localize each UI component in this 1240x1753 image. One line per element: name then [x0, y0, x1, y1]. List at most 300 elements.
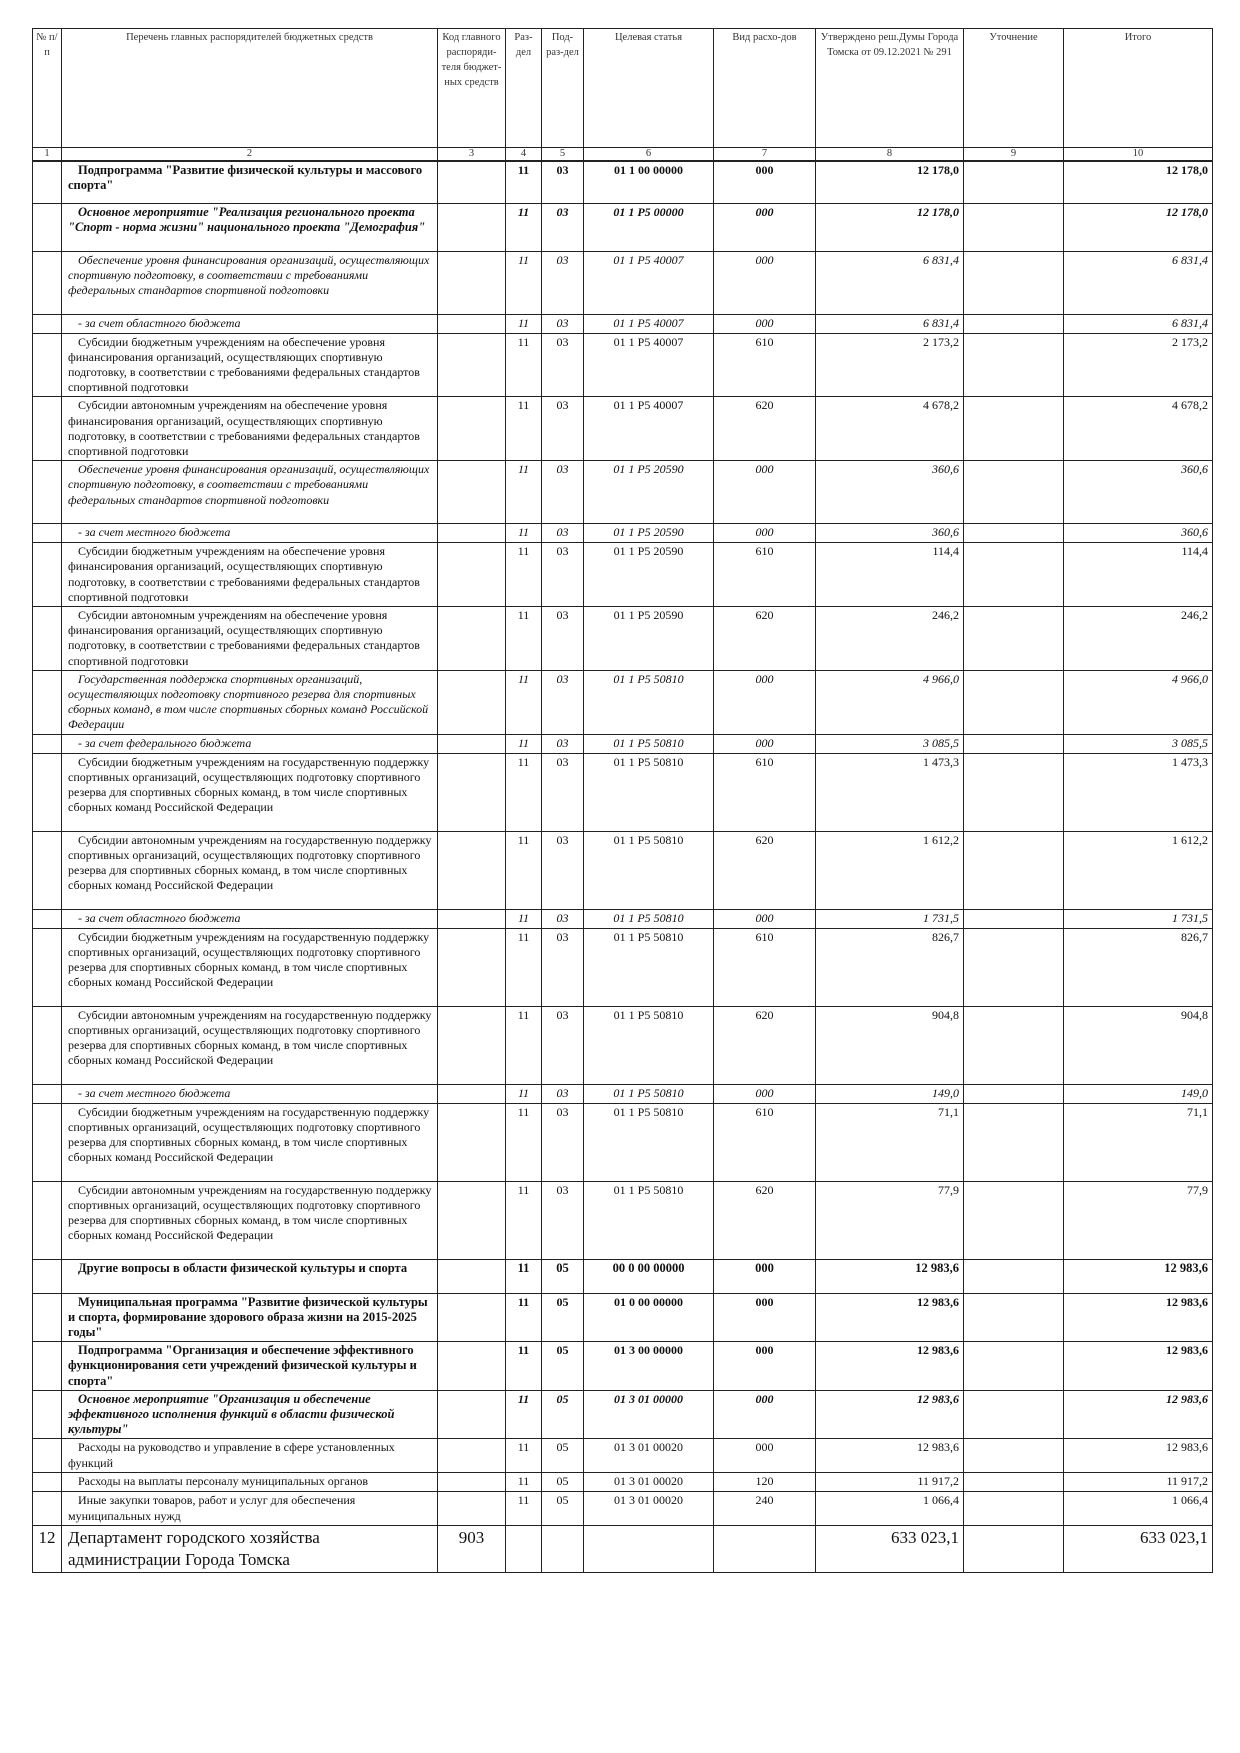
row-approved: 4 966,0 [816, 670, 964, 734]
row-total: 12 983,6 [1064, 1439, 1213, 1473]
row-razdel: 11 [506, 734, 542, 753]
code-cell [438, 397, 506, 461]
row-approved: 904,8 [816, 1006, 964, 1084]
clarification-cell [964, 1492, 1064, 1526]
table-row [33, 1492, 1213, 1526]
dept-number: 12 [33, 1526, 62, 1573]
row-podrazdel: 03 [542, 461, 584, 524]
row-vid: 000 [714, 524, 816, 543]
num-cell [33, 606, 62, 670]
clarification-cell [964, 831, 1064, 909]
row-total: 1 473,3 [1064, 753, 1213, 831]
code-cell [438, 1390, 506, 1439]
num-cell [33, 1439, 62, 1473]
num-cell [33, 461, 62, 524]
row-target: 01 1 P5 50810 [584, 909, 714, 928]
row-total: 360,6 [1064, 461, 1213, 524]
table-row [33, 753, 1213, 831]
row-total: 12 983,6 [1064, 1259, 1213, 1293]
colnum: 8 [816, 148, 964, 162]
num-cell [33, 670, 62, 734]
row-name: Иные закупки товаров, работ и услуг для обеспечения муниципальных нужд [62, 1492, 438, 1526]
header-clarification: Уточнение [964, 29, 1064, 148]
row-approved: 12 983,6 [816, 1342, 964, 1391]
table-row [33, 1439, 1213, 1473]
row-name: Субсидии автономным учреждениям на обеспечение уровня финансирования организаций, осуществляющих спортивную подготовку, в соответствии с требованиями федеральных стандартов спортивной подготовки [62, 606, 438, 670]
row-razdel: 11 [506, 1293, 542, 1342]
clarification-cell [964, 928, 1064, 1006]
row-total: 2 173,2 [1064, 333, 1213, 397]
clarification-cell [964, 543, 1064, 607]
row-total: 12 178,0 [1064, 203, 1213, 251]
row-vid: 000 [714, 1084, 816, 1103]
code-cell [438, 161, 506, 203]
clarification-cell [964, 333, 1064, 397]
row-vid: 000 [714, 909, 816, 928]
num-cell [33, 1473, 62, 1492]
row-razdel: 11 [506, 670, 542, 734]
num-cell [33, 1342, 62, 1391]
row-total: 904,8 [1064, 1006, 1213, 1084]
row-target: 01 3 00 00000 [584, 1342, 714, 1391]
num-cell [33, 161, 62, 203]
row-name: Обеспечение уровня финансирования организаций, осуществляющих спортивную подготовку, в соответствии с требованиями федеральных стандартов спортивной подготовки [62, 251, 438, 314]
table-row [33, 1084, 1213, 1103]
row-total: 77,9 [1064, 1181, 1213, 1259]
colnum: 6 [584, 148, 714, 162]
clarification-cell [964, 1439, 1064, 1473]
row-target: 01 1 P5 20590 [584, 543, 714, 607]
row-approved: 12 983,6 [816, 1259, 964, 1293]
row-approved: 246,2 [816, 606, 964, 670]
row-target: 01 1 P5 50810 [584, 1006, 714, 1084]
row-razdel: 11 [506, 1492, 542, 1526]
row-total: 1 731,5 [1064, 909, 1213, 928]
row-podrazdel: 03 [542, 251, 584, 314]
row-razdel: 11 [506, 1473, 542, 1492]
row-podrazdel: 05 [542, 1390, 584, 1439]
row-target: 00 0 00 00000 [584, 1259, 714, 1293]
header-target: Целевая статья [584, 29, 714, 148]
row-podrazdel: 03 [542, 203, 584, 251]
table-row [33, 1259, 1213, 1293]
row-approved: 6 831,4 [816, 251, 964, 314]
row-name: Субсидии бюджетным учреждениям на государственную поддержку спортивных организаций, осуществляющих подготовку спортивного резерва для спортивных сборных команд, в том числе спортивных сборных команд Российской Федерации [62, 928, 438, 1006]
row-razdel: 11 [506, 753, 542, 831]
dept-approved: 633 023,1 [816, 1526, 964, 1573]
row-podrazdel: 03 [542, 1103, 584, 1181]
row-name: Расходы на выплаты персоналу муниципальных органов [62, 1473, 438, 1492]
row-target: 01 1 00 00000 [584, 161, 714, 203]
row-approved: 1 066,4 [816, 1492, 964, 1526]
table-row [33, 1181, 1213, 1259]
row-podrazdel: 05 [542, 1439, 584, 1473]
dept-code: 903 [438, 1526, 506, 1573]
num-cell [33, 753, 62, 831]
num-cell [33, 203, 62, 251]
row-total: 12 983,6 [1064, 1390, 1213, 1439]
row-vid: 610 [714, 543, 816, 607]
table-row [33, 1390, 1213, 1439]
row-vid: 620 [714, 1006, 816, 1084]
row-target: 01 1 P5 20590 [584, 606, 714, 670]
row-razdel: 11 [506, 1006, 542, 1084]
clarification-cell [964, 314, 1064, 333]
num-cell [33, 251, 62, 314]
table-row [33, 1006, 1213, 1084]
row-total: 12 178,0 [1064, 161, 1213, 203]
row-name: Расходы на руководство и управление в сфере установленных функций [62, 1439, 438, 1473]
clarification-cell [964, 1293, 1064, 1342]
row-total: 246,2 [1064, 606, 1213, 670]
row-podrazdel: 03 [542, 753, 584, 831]
num-cell [33, 1084, 62, 1103]
row-name: Подпрограмма "Организация и обеспечение эффективного функционирования сети учреждений физической культуры и спорта" [62, 1342, 438, 1391]
row-podrazdel: 03 [542, 1084, 584, 1103]
code-cell [438, 1473, 506, 1492]
row-podrazdel: 03 [542, 1006, 584, 1084]
row-approved: 77,9 [816, 1181, 964, 1259]
row-total: 114,4 [1064, 543, 1213, 607]
row-approved: 4 678,2 [816, 397, 964, 461]
table-row [33, 397, 1213, 461]
num-cell [33, 1492, 62, 1526]
table-row [33, 461, 1213, 524]
num-cell [33, 397, 62, 461]
row-name: - за счет местного бюджета [62, 1084, 438, 1103]
num-cell [33, 1293, 62, 1342]
row-total: 71,1 [1064, 1103, 1213, 1181]
row-razdel: 11 [506, 251, 542, 314]
row-podrazdel: 03 [542, 606, 584, 670]
row-razdel: 11 [506, 314, 542, 333]
row-approved: 1 612,2 [816, 831, 964, 909]
header-vid: Вид расхо-дов [714, 29, 816, 148]
row-target: 01 3 01 00020 [584, 1473, 714, 1492]
code-cell [438, 1293, 506, 1342]
row-name: Субсидии автономным учреждениям на обеспечение уровня финансирования организаций, осуществляющих спортивную подготовку, в соответствии с требованиями федеральных стандартов спортивной подготовки [62, 397, 438, 461]
num-cell [33, 734, 62, 753]
row-podrazdel: 03 [542, 333, 584, 397]
table-row [33, 161, 1213, 203]
row-total: 360,6 [1064, 524, 1213, 543]
row-vid: 000 [714, 1439, 816, 1473]
row-vid: 620 [714, 1181, 816, 1259]
num-cell [33, 928, 62, 1006]
row-approved: 826,7 [816, 928, 964, 1006]
row-target: 01 1 P5 00000 [584, 203, 714, 251]
row-razdel: 11 [506, 831, 542, 909]
row-podrazdel: 03 [542, 543, 584, 607]
row-target: 01 0 00 00000 [584, 1293, 714, 1342]
table-row [33, 333, 1213, 397]
header-num: № п/п [33, 29, 62, 148]
code-cell [438, 1492, 506, 1526]
row-podrazdel: 03 [542, 831, 584, 909]
row-vid: 620 [714, 397, 816, 461]
row-vid: 000 [714, 461, 816, 524]
code-cell [438, 831, 506, 909]
row-vid: 620 [714, 831, 816, 909]
code-cell [438, 314, 506, 333]
clarification-cell [964, 251, 1064, 314]
table-row [33, 1342, 1213, 1391]
row-vid: 000 [714, 203, 816, 251]
row-vid: 620 [714, 606, 816, 670]
row-name: - за счет областного бюджета [62, 909, 438, 928]
table-row [33, 928, 1213, 1006]
colnum: 7 [714, 148, 816, 162]
clarification-cell [964, 753, 1064, 831]
row-target: 01 1 P5 50810 [584, 753, 714, 831]
table-header [33, 29, 1213, 148]
table-row [33, 606, 1213, 670]
row-target: 01 1 P5 20590 [584, 461, 714, 524]
clarification-cell [964, 461, 1064, 524]
clarification-cell [964, 203, 1064, 251]
clarification-cell [964, 397, 1064, 461]
row-name: - за счет областного бюджета [62, 314, 438, 333]
header-name: Перечень главных распорядителей бюджетных средств [62, 29, 438, 148]
row-vid: 610 [714, 333, 816, 397]
row-name: - за счет федерального бюджета [62, 734, 438, 753]
row-total: 826,7 [1064, 928, 1213, 1006]
row-razdel: 11 [506, 1259, 542, 1293]
table-row [33, 1293, 1213, 1342]
table-row [33, 1473, 1213, 1492]
row-razdel: 11 [506, 461, 542, 524]
row-approved: 1 731,5 [816, 909, 964, 928]
clarification-cell [964, 734, 1064, 753]
row-razdel: 11 [506, 333, 542, 397]
row-razdel: 11 [506, 203, 542, 251]
code-cell [438, 1439, 506, 1473]
code-cell [438, 333, 506, 397]
department-row [33, 1526, 1213, 1573]
num-cell [33, 1103, 62, 1181]
row-name: Основное мероприятие "Реализация регионального проекта "Спорт - норма жизни" национального проекта "Демография" [62, 203, 438, 251]
row-razdel: 11 [506, 1181, 542, 1259]
row-target: 01 1 P5 40007 [584, 314, 714, 333]
code-cell [438, 734, 506, 753]
row-total: 6 831,4 [1064, 251, 1213, 314]
table-row [33, 831, 1213, 909]
row-name: Подпрограмма "Развитие физической культуры и массового спорта" [62, 161, 438, 203]
code-cell [438, 606, 506, 670]
code-cell [438, 1259, 506, 1293]
table-row [33, 734, 1213, 753]
row-name: Другие вопросы в области физической культуры и спорта [62, 1259, 438, 1293]
row-vid: 000 [714, 251, 816, 314]
row-approved: 12 983,6 [816, 1390, 964, 1439]
row-total: 11 917,2 [1064, 1473, 1213, 1492]
row-name: Субсидии автономным учреждениям на государственную поддержку спортивных организаций, осуществляющих подготовку спортивного резерва для спортивных сборных команд, в том числе спортивных сборных команд Российской Федерации [62, 1006, 438, 1084]
clarification-cell [964, 670, 1064, 734]
row-name: Субсидии бюджетным учреждениям на обеспечение уровня финансирования организаций, осуществляющих спортивную подготовку, в соответствии с требованиями федеральных стандартов спортивной подготовки [62, 543, 438, 607]
row-vid: 240 [714, 1492, 816, 1526]
row-total: 149,0 [1064, 1084, 1213, 1103]
num-cell [33, 543, 62, 607]
row-podrazdel: 03 [542, 1181, 584, 1259]
row-razdel: 11 [506, 1084, 542, 1103]
dept-total: 633 023,1 [1064, 1526, 1213, 1573]
num-cell [33, 524, 62, 543]
num-cell [33, 1259, 62, 1293]
row-vid: 000 [714, 734, 816, 753]
table-row [33, 251, 1213, 314]
row-total: 12 983,6 [1064, 1293, 1213, 1342]
row-podrazdel: 03 [542, 524, 584, 543]
row-target: 01 1 P5 50810 [584, 1084, 714, 1103]
colnum: 3 [438, 148, 506, 162]
row-vid: 610 [714, 753, 816, 831]
row-razdel: 11 [506, 161, 542, 203]
budget-table [32, 28, 1213, 1573]
header-total: Итого [1064, 29, 1213, 148]
row-razdel: 11 [506, 606, 542, 670]
code-cell [438, 203, 506, 251]
code-cell [438, 1181, 506, 1259]
num-cell [33, 831, 62, 909]
row-podrazdel: 03 [542, 397, 584, 461]
row-podrazdel: 05 [542, 1492, 584, 1526]
code-cell [438, 909, 506, 928]
row-podrazdel: 03 [542, 670, 584, 734]
row-vid: 000 [714, 1390, 816, 1439]
code-cell [438, 1342, 506, 1391]
clarification-cell [964, 161, 1064, 203]
clarification-cell [964, 1342, 1064, 1391]
row-podrazdel: 03 [542, 928, 584, 1006]
clarification-cell [964, 606, 1064, 670]
table-row [33, 909, 1213, 928]
row-razdel: 11 [506, 1439, 542, 1473]
row-razdel: 11 [506, 397, 542, 461]
table-row [33, 670, 1213, 734]
clarification-cell [964, 1259, 1064, 1293]
row-approved: 12 178,0 [816, 161, 964, 203]
row-name: Государственная поддержка спортивных организаций, осуществляющих подготовку спортивного резерва для спортивных сборных команд, в том числе спортивных сборных команд Российской Федерации [62, 670, 438, 734]
row-total: 1 066,4 [1064, 1492, 1213, 1526]
row-vid: 000 [714, 314, 816, 333]
num-cell [33, 314, 62, 333]
colnum: 1 [33, 148, 62, 162]
row-vid: 000 [714, 1342, 816, 1391]
row-approved: 12 983,6 [816, 1293, 964, 1342]
code-cell [438, 753, 506, 831]
row-approved: 71,1 [816, 1103, 964, 1181]
clarification-cell [964, 1006, 1064, 1084]
row-total: 4 678,2 [1064, 397, 1213, 461]
colnum: 4 [506, 148, 542, 162]
code-cell [438, 524, 506, 543]
row-target: 01 1 P5 40007 [584, 397, 714, 461]
row-approved: 12 983,6 [816, 1439, 964, 1473]
row-target: 01 1 P5 40007 [584, 251, 714, 314]
row-name: Субсидии бюджетным учреждениям на обеспечение уровня финансирования организаций, осуществляющих спортивную подготовку, в соответствии с требованиями федеральных стандартов спортивной подготовки [62, 333, 438, 397]
empty-cell [964, 1526, 1064, 1573]
row-target: 01 1 P5 50810 [584, 1103, 714, 1181]
header-razdel: Раз-дел [506, 29, 542, 148]
row-target: 01 1 P5 50810 [584, 831, 714, 909]
row-approved: 149,0 [816, 1084, 964, 1103]
row-name: Основное мероприятие "Организация и обеспечение эффективного исполнения функций в области физической культуры" [62, 1390, 438, 1439]
row-podrazdel: 05 [542, 1473, 584, 1492]
row-vid: 610 [714, 1103, 816, 1181]
row-target: 01 3 01 00000 [584, 1390, 714, 1439]
clarification-cell [964, 1390, 1064, 1439]
clarification-cell [964, 1181, 1064, 1259]
row-razdel: 11 [506, 909, 542, 928]
row-name: Субсидии автономным учреждениям на государственную поддержку спортивных организаций, осуществляющих подготовку спортивного резерва для спортивных сборных команд, в том числе спортивных сборных команд Российской Федерации [62, 831, 438, 909]
row-approved: 2 173,2 [816, 333, 964, 397]
code-cell [438, 1084, 506, 1103]
code-cell [438, 1006, 506, 1084]
row-vid: 120 [714, 1473, 816, 1492]
row-name: Муниципальная программа "Развитие физической культуры и спорта, формирование здорового образа жизни на 2015-2025 годы" [62, 1293, 438, 1342]
empty-cell [584, 1526, 714, 1573]
table-row [33, 524, 1213, 543]
row-approved: 11 917,2 [816, 1473, 964, 1492]
row-vid: 000 [714, 161, 816, 203]
num-cell [33, 1181, 62, 1259]
row-razdel: 11 [506, 524, 542, 543]
empty-cell [506, 1526, 542, 1573]
code-cell [438, 1103, 506, 1181]
row-total: 6 831,4 [1064, 314, 1213, 333]
row-razdel: 11 [506, 1103, 542, 1181]
row-total: 1 612,2 [1064, 831, 1213, 909]
row-podrazdel: 05 [542, 1342, 584, 1391]
header-approved: Утверждено реш.Думы Города Томска от 09.12.2021 № 291 [816, 29, 964, 148]
row-podrazdel: 05 [542, 1293, 584, 1342]
row-approved: 1 473,3 [816, 753, 964, 831]
row-total: 12 983,6 [1064, 1342, 1213, 1391]
row-podrazdel: 05 [542, 1259, 584, 1293]
num-cell [33, 1390, 62, 1439]
num-cell [33, 1006, 62, 1084]
row-podrazdel: 03 [542, 734, 584, 753]
code-cell [438, 928, 506, 1006]
code-cell [438, 251, 506, 314]
header-podrazdel: Под-раз-дел [542, 29, 584, 148]
row-podrazdel: 03 [542, 314, 584, 333]
row-approved: 360,6 [816, 461, 964, 524]
row-razdel: 11 [506, 543, 542, 607]
clarification-cell [964, 1473, 1064, 1492]
row-target: 01 1 P5 40007 [584, 333, 714, 397]
row-target: 01 1 P5 50810 [584, 1181, 714, 1259]
empty-cell [542, 1526, 584, 1573]
row-razdel: 11 [506, 928, 542, 1006]
row-razdel: 11 [506, 1390, 542, 1439]
document-page [32, 28, 1212, 1573]
dept-name: Департамент городского хозяйства администрации Города Томска [62, 1526, 438, 1573]
num-cell [33, 333, 62, 397]
row-podrazdel: 03 [542, 909, 584, 928]
colnum: 9 [964, 148, 1064, 162]
row-vid: 000 [714, 670, 816, 734]
row-approved: 114,4 [816, 543, 964, 607]
column-numbers [33, 148, 1213, 162]
row-name: Обеспечение уровня финансирования организаций, осуществляющих спортивную подготовку, в соответствии с требованиями федеральных стандартов спортивной подготовки [62, 461, 438, 524]
row-approved: 360,6 [816, 524, 964, 543]
row-approved: 3 085,5 [816, 734, 964, 753]
table-row [33, 203, 1213, 251]
row-target: 01 1 P5 50810 [584, 928, 714, 1006]
code-cell [438, 461, 506, 524]
colnum: 10 [1064, 148, 1213, 162]
